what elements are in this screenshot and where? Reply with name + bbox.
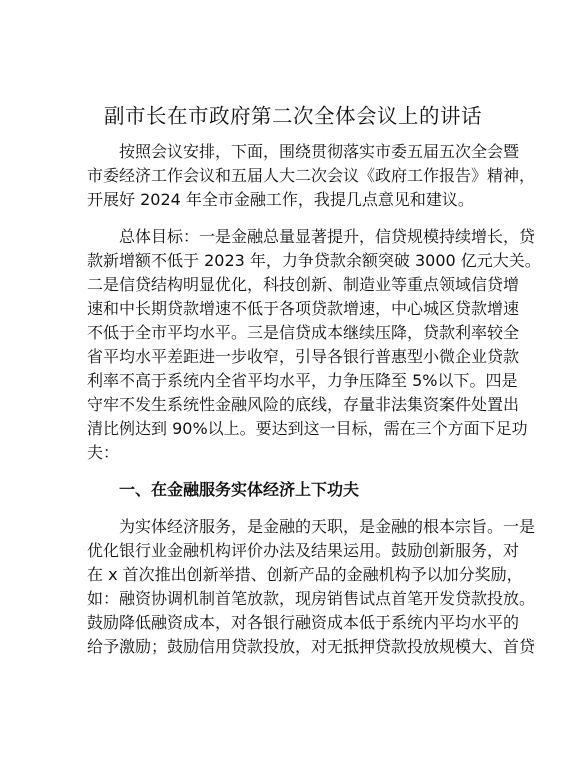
paragraph-line: 优化银行业金融机构评价办法及结果运用。鼓励创新服务，对: [87, 541, 520, 560]
paragraph-gap: [87, 212, 499, 225]
paragraph-gap: [87, 465, 499, 478]
paragraph-line: 给予激励；鼓励信用贷款投放，对无抵押贷款投放规模大、首贷: [87, 637, 536, 656]
paragraph-line: 省平均水平差距进一步收窄，引导各银行普惠型小微企业贷款: [87, 347, 520, 366]
paragraph-line: 清比例达到 90%以上。要达到这一目标，需在三个方面下足功: [87, 419, 528, 438]
paragraph-line: 二是信贷结构明显优化，科技创新、制造业等重点领域信贷增: [87, 275, 520, 294]
section-heading: 一、在金融服务实体经济上下功夫: [119, 480, 360, 499]
document-title: 副市长在市政府第二次全体会议上的讲话: [104, 104, 482, 128]
paragraph-line: 在 x 首次推出创新举措、创新产品的金融机构予以加分奖励，: [87, 565, 523, 584]
paragraph-line: 市委经济工作会议和五届人大二次会议《政府工作报告》精神，: [87, 166, 536, 185]
paragraph-line: 鼓励降低融资成本，对各银行融资成本低于系统内平均水平的: [87, 613, 520, 632]
paragraph-gap: [87, 502, 499, 515]
paragraph-line: 速和中长期贷款增速不低于各项贷款增速，中心城区贷款增速: [87, 299, 520, 318]
paragraph-line: 总体目标：一是金融总量显著提升，信贷规模持续增长，贷: [119, 227, 536, 246]
paragraph-line: 为实体经济服务，是金融的天职，是金融的根本宗旨。一是: [119, 517, 536, 536]
paragraph-line: 按照会议安排，下面，围绕贯彻落实市委五届五次全会暨: [119, 142, 520, 161]
paragraph-line: 夫：: [87, 443, 120, 462]
document-body: [87, 140, 541, 659]
paragraph-line: 如：融资协调机制首笔放款，现房销售试点首笔开发贷款投放。: [87, 589, 536, 608]
paragraph-line: 不低于全市平均水平。三是信贷成本继续压降，贷款利率较全: [87, 323, 520, 342]
paragraph-line: 款新增额不低于 2023 年，力争贷款余额突破 3000 亿元大关。: [87, 251, 541, 270]
paragraph-line: 开展好 2024 年全市金融工作，我提几点意见和建议。: [87, 190, 474, 209]
paragraph-line: 利率不高于系统内全省平均水平，力争压降至 5%以下。四是: [87, 371, 518, 390]
paragraph-line: 守牢不发生系统性金融风险的底线，存量非法集资案件处置出: [87, 395, 520, 414]
